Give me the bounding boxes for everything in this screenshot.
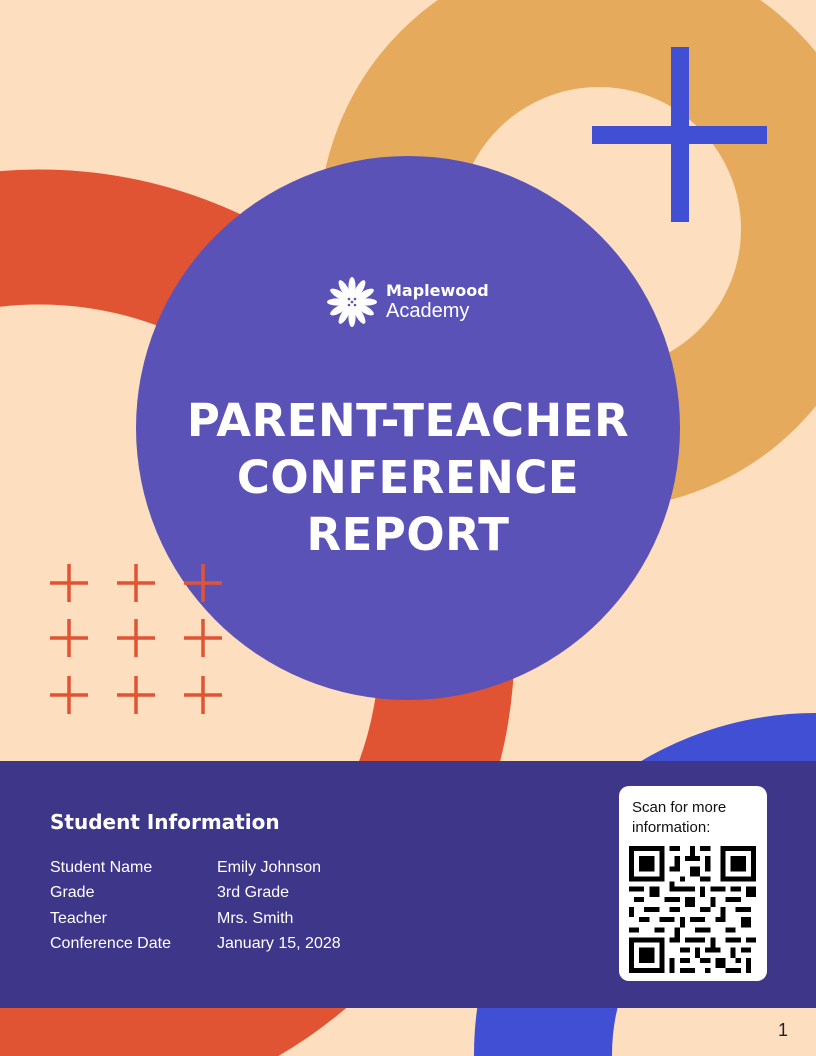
- info-value: Mrs. Smith: [217, 910, 294, 927]
- qr-card: [619, 786, 767, 981]
- qr-caption: Scan for more information:: [632, 799, 727, 836]
- info-label: Grade: [50, 884, 95, 901]
- title-line-2: CONFERENCE: [236, 451, 580, 504]
- info-value: 3rd Grade: [217, 884, 290, 901]
- info-value: Emily Johnson: [217, 859, 322, 876]
- info-value: January 15, 2028: [217, 935, 341, 952]
- logo-subname: Academy: [386, 299, 470, 322]
- page-title: [136, 392, 680, 563]
- info-label: Conference Date: [50, 935, 171, 952]
- logo-name: Maplewood: [386, 281, 489, 301]
- page-number: 1: [778, 1020, 789, 1040]
- info-label: Student Name: [50, 859, 153, 876]
- school-logo: [326, 276, 489, 328]
- student-info-heading: Student Information: [50, 810, 280, 834]
- title-line-3: REPORT: [306, 508, 510, 561]
- sunflower-icon: [326, 276, 378, 328]
- info-label: Teacher: [50, 910, 107, 927]
- qr-code-icon[interactable]: [629, 846, 756, 973]
- title-line-1: PARENT-TEACHER: [186, 394, 630, 447]
